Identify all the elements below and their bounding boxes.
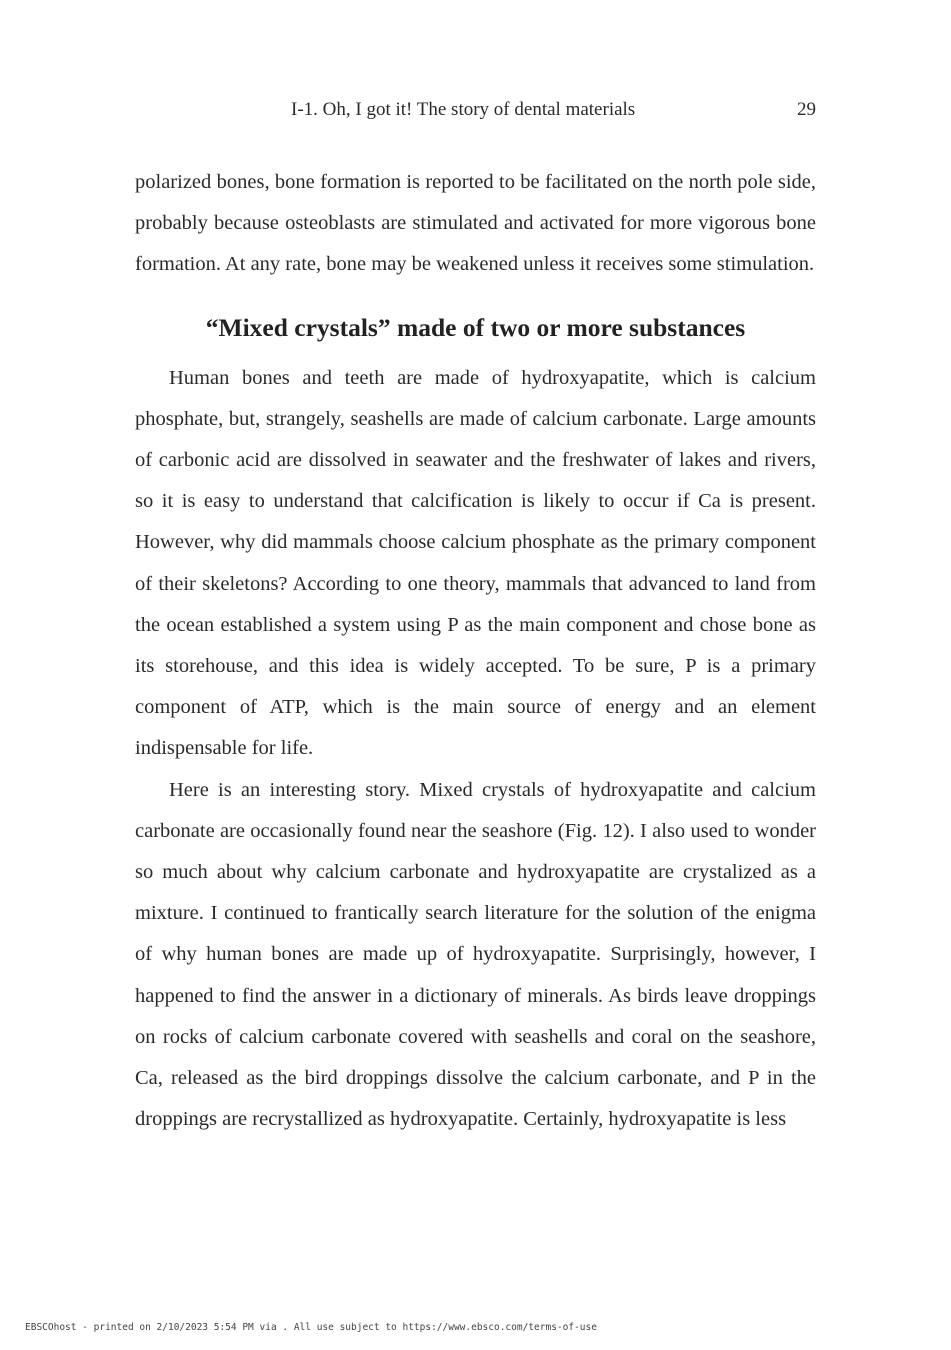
paragraph-continued: polarized bones, bone formation is reported to be facilitated on the north pole side, probably because osteoblasts are stimulated and activated for more vigorous bone formation. At any rate, bone may be weakened unless it receives some stimulation. xyxy=(135,171,816,276)
paragraph-mammals-phosphate: Human bones and teeth are made of hydroxyapatite, which is calcium phosphate, but, strangely, seashells are made of calcium carbonate. Large amounts of carbonic acid are dissolved in seawater and the freshwater of lakes and rivers, so it is easy to understand that calcification is likely to occur if Ca is present. However, why did mammals choose calcium phosphate as the primary component of their skeletons? According to one theory, mammals that advanced to land from the ocean established a system using P as the main component and chose bone as its storehouse, and this idea is widely accepted. To be sure, P is a primary component of ATP, which is the main source of energy and an element indispensable for life. xyxy=(135,366,816,760)
print-footer: EBSCOhost - printed on 2/10/2023 5:54 PM via . All use subject to https://www.ebsco.com/terms-of-use xyxy=(25,1322,597,1333)
page-number: 29 xyxy=(797,99,816,120)
body-text xyxy=(135,162,816,1140)
section-heading: “Mixed crystals” made of two or more substances xyxy=(205,312,746,342)
paragraph-mixed-crystals-story: Here is an interesting story. Mixed crystals of hydroxyapatite and calcium carbonate are occasionally found near the seashore (Fig. 12). I also used to wonder so much about why calcium carbonate and hydroxyapatite are crystalized as a mixture. I continued to frantically search literature for the solution of the enigma of why human bones are made up of hydroxyapatite. Surprisingly, however, I happened to find the answer in a dictionary of minerals. As birds leave droppings on rocks of calcium carbonate covered with seashells and coral on the seashore, Ca, released as the bird droppings dissolve the calcium carbonate, and P in the droppings are recrystallized as hydroxyapatite. Certainly, hydroxyapatite is less xyxy=(135,778,816,1131)
running-header xyxy=(0,96,951,124)
running-title: I-1. Oh, I got it! The story of dental materials xyxy=(291,99,636,120)
